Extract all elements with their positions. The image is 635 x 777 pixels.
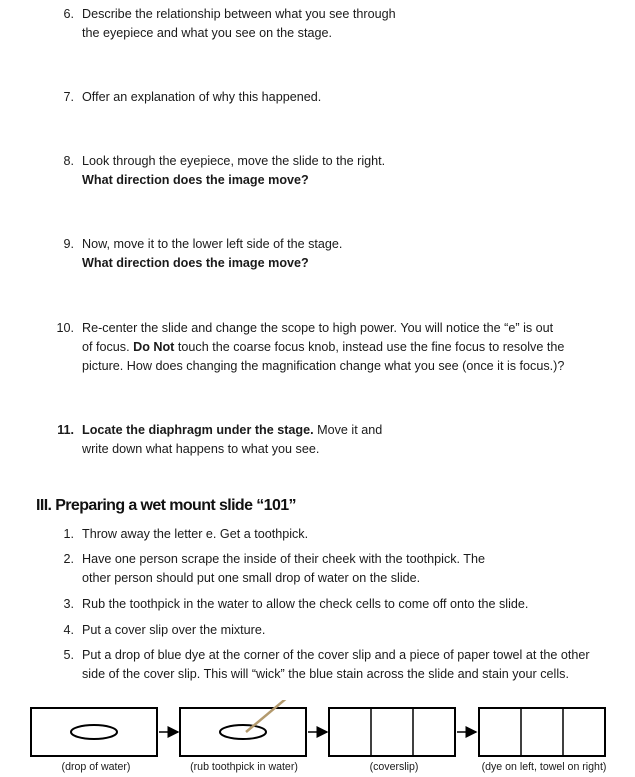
slide-1 [31,708,157,756]
step-text [82,550,605,588]
question-text [82,152,605,190]
step-number: 5. [63,648,74,662]
step-line: Throw away the letter e. Get a toothpick. [82,527,309,541]
question-number: 6. [63,7,74,21]
water-drop-icon [71,725,117,739]
question-line: Offer an explanation of why this happened. [82,90,322,104]
question-number: 11. [57,423,74,437]
question-line: write down what happens to what you see. [82,442,320,456]
step-line: other person should put one small drop of water on the slide. [82,571,421,585]
step-number: 3. [63,597,74,611]
question-text [82,319,625,376]
section-heading: III. Preparing a wet mount slide “101” [36,497,296,514]
caption-rub-toothpick: (rub toothpick in water) [190,761,298,773]
line-text: touch the coarse focus knob, instead use the fine focus to resolve the [174,340,565,354]
step-number: 4. [63,623,74,637]
step-text [82,621,605,640]
step-number: 2. [63,552,74,566]
slide-2 [180,708,306,756]
step-line: Rub the toothpick in the water to allow the check cells to come off onto the slide. [82,597,529,611]
question-text [82,235,605,273]
question-text [82,5,605,43]
question-line [82,421,605,440]
question-prompt: What direction does the image move? [82,256,309,270]
step-text [82,525,605,544]
step-line: Put a cover slip over the mixture. [82,623,266,637]
question-number: 10. [56,321,74,335]
line-text: Move it and [313,423,383,437]
question-line [82,338,625,357]
caption-drop-of-water: (drop of water) [61,761,131,773]
question-line: Describe the relationship between what you see through [82,7,396,21]
slide-4 [479,708,605,756]
question-text [82,421,605,459]
question-number: 9. [63,237,74,251]
question-number: 8. [63,154,74,168]
question-line: Re-center the slide and change the scope to high power. You will notice the “e” is out [82,321,554,335]
slide-3 [329,708,455,756]
caption-coverslip: (coverslip) [369,761,419,773]
step-line: Have one person scrape the inside of their cheek with the toothpick. The [82,552,486,566]
water-drop-icon [220,725,266,739]
step-text [82,646,615,684]
question-prompt: Locate the diaphragm under the stage. [82,423,314,437]
toothpick-icon [246,700,306,732]
question-line: Now, move it to the lower left side of the stage. [82,237,343,251]
step-line: side of the cover slip. This will “wick” the blue stain across the slide and stain your cells. [82,667,569,681]
line-text: of focus. [82,340,134,354]
step-number: 1. [63,527,74,541]
warning-text: Do Not [133,340,175,354]
question-line: Look through the eyepiece, move the slide to the right. [82,154,386,168]
step-text [82,595,605,614]
question-prompt: What direction does the image move? [82,173,309,187]
question-text [82,88,605,107]
question-line: picture. How does changing the magnification change what you see (once it is focus.)? [82,359,565,373]
question-line: the eyepiece and what you see on the stage. [82,26,332,40]
question-number: 7. [63,90,74,104]
step-line: Put a drop of blue dye at the corner of the cover slip and a piece of paper towel at the other [82,648,590,662]
caption-dye-towel: (dye on left, towel on right) [481,761,607,773]
